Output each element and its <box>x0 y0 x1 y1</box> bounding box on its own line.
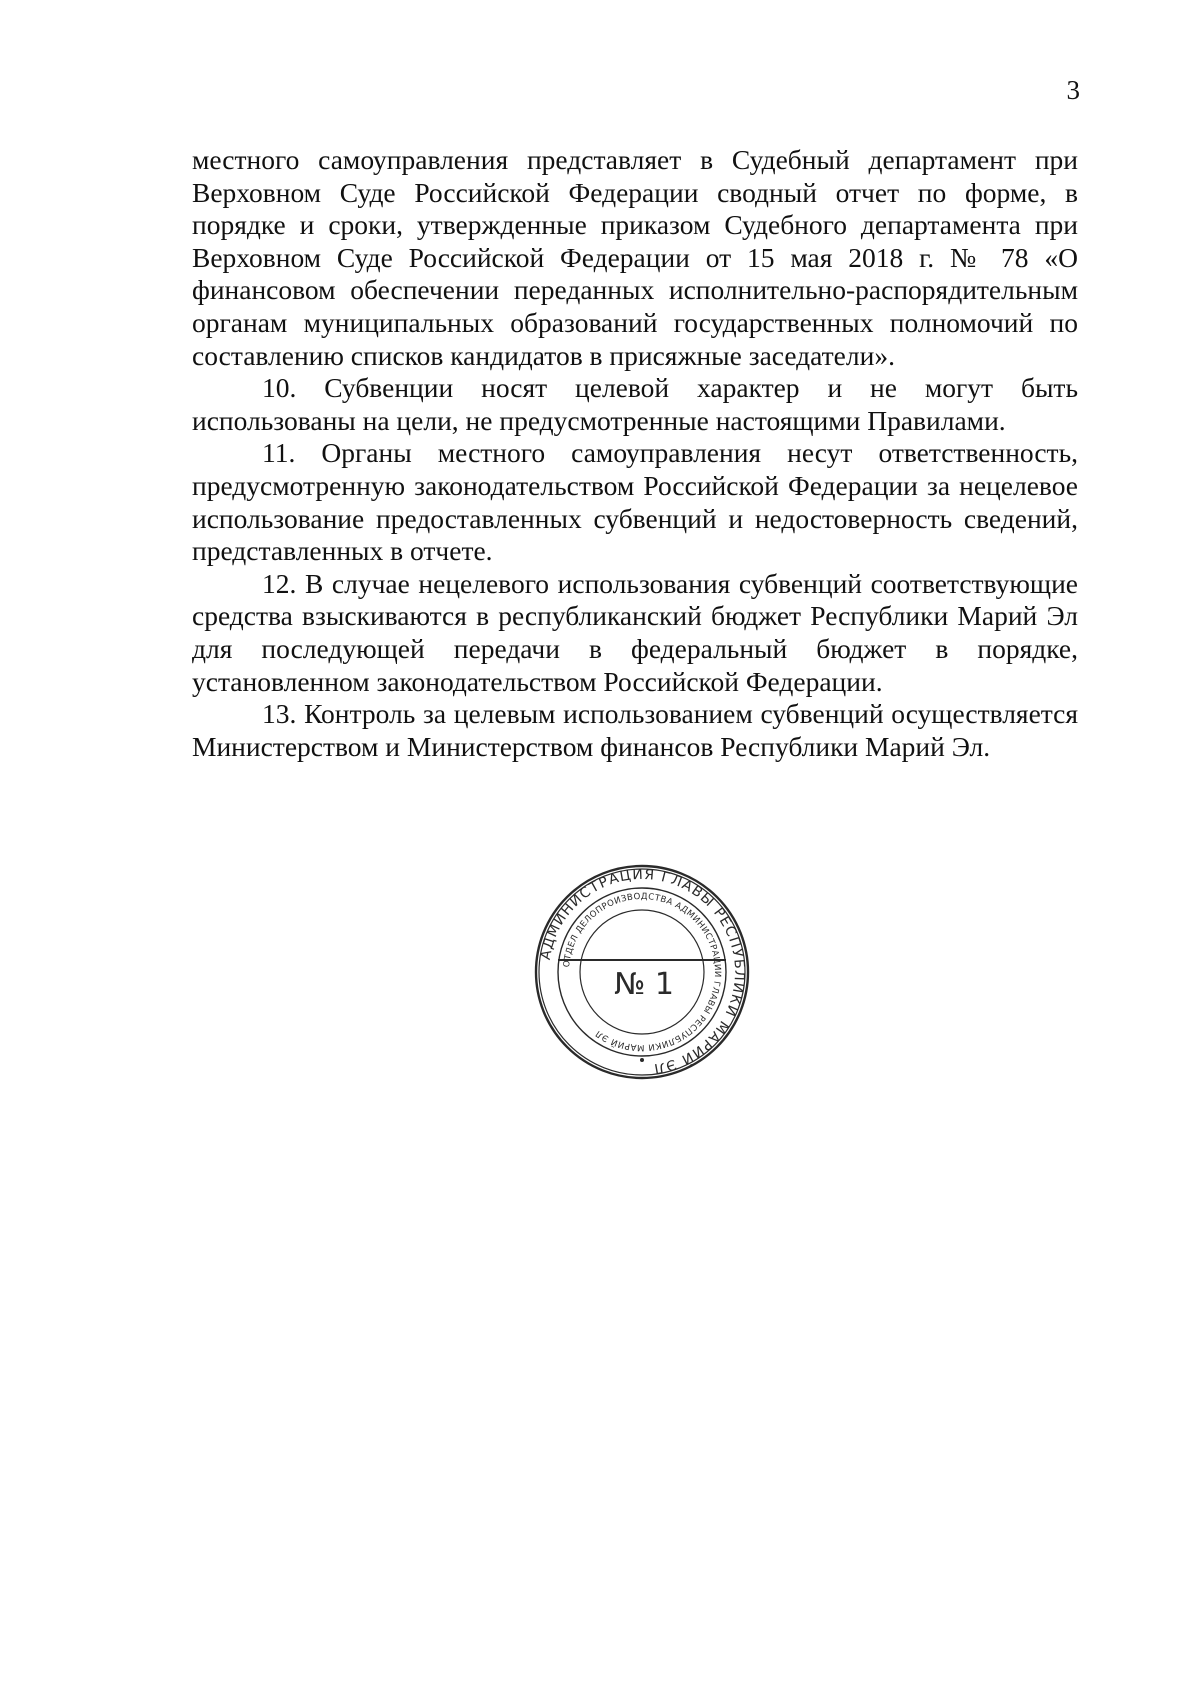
seal-dot <box>640 1058 644 1062</box>
seal-center-number: № 1 <box>614 967 674 1002</box>
paragraph-item-10: 10. Субвенции носят целевой характер и не могут быть использованы на цели, не предусмотренные настоящими Правилами. <box>192 372 1078 436</box>
seal-inner-text: ОТДЕЛ ДЕЛОПРОИЗВОДСТВА АДМИНИСТРАЦИИ ГЛАВЫ РЕСПУБЛИКИ МАРИЙ ЭЛ <box>562 891 723 1053</box>
seal-graphic <box>534 864 750 1080</box>
official-seal-stamp <box>534 864 750 1080</box>
paragraph-continuation: местного самоуправления представляет в Судебный департамент при Верховном Суде Российской Федерации сводный отчет по форме, в порядке и сроки, утвержденные приказом Судебного департамента при Верховном Суде Российской Федерации от 15 мая 2018 г. № 78 «О финансовом обеспечении переданных исполнительно-распорядительным органам муниципальных образований государственных полномочий по составлению списков кандидатов в присяжные заседатели». <box>192 144 1078 371</box>
page-number: 3 <box>1066 75 1080 105</box>
paragraph-item-11: 11. Органы местного самоуправления несут ответственность, предусмотренную законодательством Российской Федерации за нецелевое использование предоставленных субвенций и недостоверность сведений, представленных в отчете. <box>192 437 1078 567</box>
paragraph-item-12: 12. В случае нецелевого использования субвенций соответствующие средства взыскиваются в республиканский бюджет Республики Марий Эл для последующей передачи в федеральный бюджет в порядке, установленном законодательством Российской Федерации. <box>192 567 1078 697</box>
document-body <box>192 144 1078 763</box>
paragraph-item-13: 13. Контроль за целевым использованием субвенций осуществляется Министерством и Министерством финансов Республики Марий Эл. <box>192 698 1078 762</box>
seal-outer-text: АДМИНИСТРАЦИЯ ГЛАВЫ РЕСПУБЛИКИ МАРИЙ ЭЛ <box>537 866 748 1077</box>
